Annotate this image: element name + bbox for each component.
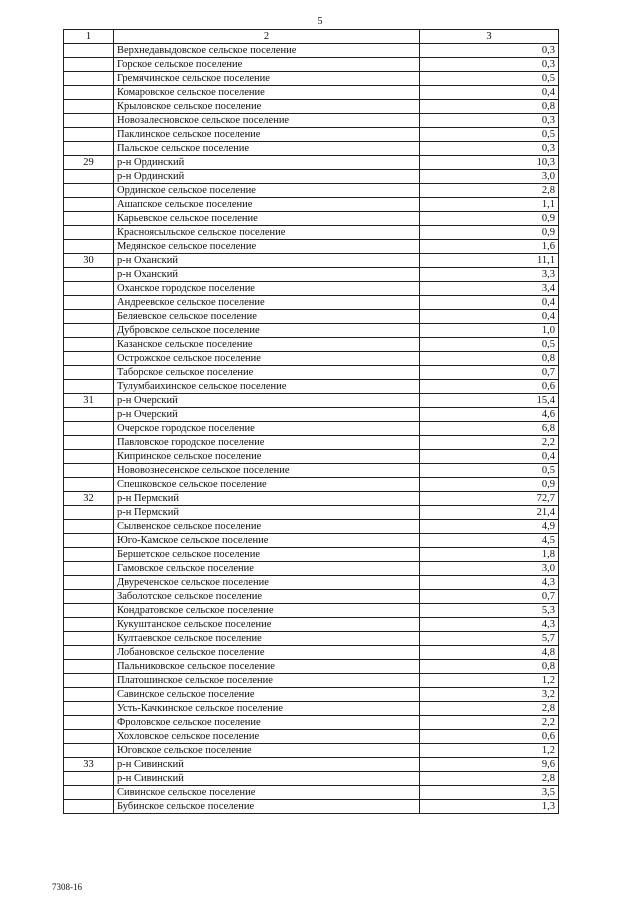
row-value: 0,4: [420, 450, 559, 464]
municipality-name: Усть-Качкинское сельское поселение: [114, 702, 420, 716]
municipality-name: Горское сельское поселение: [114, 58, 420, 72]
table-row: [64, 730, 559, 744]
column-header-number: 1: [64, 30, 114, 44]
table-row: [64, 464, 559, 478]
row-value: 2,2: [420, 436, 559, 450]
row-value: 9,6: [420, 758, 559, 772]
row-number: [64, 730, 114, 744]
table-row: [64, 576, 559, 590]
municipality-name: Павловское городское поселение: [114, 436, 420, 450]
table-row: [64, 310, 559, 324]
row-value: 5,7: [420, 632, 559, 646]
row-number: [64, 702, 114, 716]
municipality-name: Казанское сельское поселение: [114, 338, 420, 352]
table-row: [64, 156, 559, 170]
municipality-name: Тулумбаихинское сельское поселение: [114, 380, 420, 394]
row-value: 0,6: [420, 730, 559, 744]
municipality-name: Бершетское сельское поселение: [114, 548, 420, 562]
row-number: [64, 226, 114, 240]
row-number: [64, 646, 114, 660]
row-value: 4,6: [420, 408, 559, 422]
municipality-name: р-н Оханский: [114, 268, 420, 282]
municipality-name: Кукуштанское сельское поселение: [114, 618, 420, 632]
municipality-name: Ашапское сельское поселение: [114, 198, 420, 212]
table-row: [64, 520, 559, 534]
row-value: 0,9: [420, 478, 559, 492]
row-value: 3,4: [420, 282, 559, 296]
page-number: 5: [317, 16, 323, 27]
row-number: [64, 44, 114, 58]
table-row: [64, 142, 559, 156]
row-number: [64, 310, 114, 324]
table-row: [64, 170, 559, 184]
row-number: [64, 520, 114, 534]
table-row: [64, 548, 559, 562]
municipality-name: Паклинское сельское поселение: [114, 128, 420, 142]
row-number: [64, 128, 114, 142]
table-row: [64, 366, 559, 380]
municipality-name: р-н Очерский: [114, 408, 420, 422]
municipality-name: Нововознесенское сельское поселение: [114, 464, 420, 478]
row-number: [64, 604, 114, 618]
table-row: [64, 72, 559, 86]
municipality-name: р-н Очерский: [114, 394, 420, 408]
table-row: [64, 282, 559, 296]
column-header-name: 2: [114, 30, 420, 44]
table-row: [64, 772, 559, 786]
table-row: [64, 58, 559, 72]
row-number: [64, 212, 114, 226]
row-value: 0,4: [420, 310, 559, 324]
row-value: 0,6: [420, 380, 559, 394]
municipality-name: Фроловское сельское поселение: [114, 716, 420, 730]
row-number: 33: [64, 758, 114, 772]
row-number: [64, 142, 114, 156]
table-row: [64, 296, 559, 310]
row-value: 2,8: [420, 772, 559, 786]
municipality-name: Ординское сельское поселение: [114, 184, 420, 198]
row-value: 4,5: [420, 534, 559, 548]
municipality-name: Спешковское сельское поселение: [114, 478, 420, 492]
row-number: [64, 296, 114, 310]
row-value: 0,7: [420, 366, 559, 380]
row-value: 4,9: [420, 520, 559, 534]
row-number: 32: [64, 492, 114, 506]
table-row: [64, 254, 559, 268]
table-row: [64, 422, 559, 436]
table-row: [64, 324, 559, 338]
table-row: [64, 492, 559, 506]
municipality-name: Острожское сельское поселение: [114, 352, 420, 366]
row-number: [64, 674, 114, 688]
row-value: 15,4: [420, 394, 559, 408]
row-number: [64, 786, 114, 800]
row-number: [64, 688, 114, 702]
municipality-name: Култаевское сельское поселение: [114, 632, 420, 646]
municipality-name: Юго-Камское сельское поселение: [114, 534, 420, 548]
row-value: 0,4: [420, 296, 559, 310]
row-number: [64, 506, 114, 520]
row-number: [64, 408, 114, 422]
table-row: [64, 184, 559, 198]
row-number: [64, 772, 114, 786]
row-number: [64, 660, 114, 674]
table-header-row: [64, 30, 559, 44]
row-number: [64, 590, 114, 604]
row-number: [64, 352, 114, 366]
row-value: 0,3: [420, 44, 559, 58]
table-row: [64, 478, 559, 492]
data-table: [63, 29, 559, 814]
table-row: [64, 212, 559, 226]
table-row: [64, 394, 559, 408]
row-value: 0,5: [420, 464, 559, 478]
row-value: 0,9: [420, 212, 559, 226]
municipality-name: р-н Сивинский: [114, 758, 420, 772]
row-number: [64, 198, 114, 212]
table-row: [64, 338, 559, 352]
document-code: 7308-16: [52, 882, 82, 892]
municipality-name: Таборское сельское поселение: [114, 366, 420, 380]
table-row: [64, 632, 559, 646]
municipality-name: Дубровское сельское поселение: [114, 324, 420, 338]
municipality-name: Верхнедавыдовское сельское поселение: [114, 44, 420, 58]
row-value: 3,5: [420, 786, 559, 800]
row-number: [64, 100, 114, 114]
row-number: [64, 422, 114, 436]
table-row: [64, 506, 559, 520]
row-value: 0,8: [420, 352, 559, 366]
table-row: [64, 226, 559, 240]
row-value: 3,0: [420, 562, 559, 576]
municipality-name: Пальниковское сельское поселение: [114, 660, 420, 674]
table-body: [64, 44, 559, 814]
row-number: [64, 184, 114, 198]
row-number: [64, 86, 114, 100]
row-value: 1,3: [420, 800, 559, 814]
row-value: 4,3: [420, 576, 559, 590]
table-row: [64, 352, 559, 366]
row-value: 1,2: [420, 744, 559, 758]
table-row: [64, 408, 559, 422]
table-row: [64, 198, 559, 212]
table-row: [64, 702, 559, 716]
municipality-name: р-н Пермский: [114, 506, 420, 520]
table-row: [64, 744, 559, 758]
row-number: [64, 240, 114, 254]
municipality-name: Беляевское сельское поселение: [114, 310, 420, 324]
row-value: 3,3: [420, 268, 559, 282]
municipality-name: Медянское сельское поселение: [114, 240, 420, 254]
row-value: 3,0: [420, 170, 559, 184]
row-number: [64, 562, 114, 576]
municipality-name: р-н Пермский: [114, 492, 420, 506]
table-row: [64, 716, 559, 730]
row-number: [64, 464, 114, 478]
row-number: [64, 548, 114, 562]
municipality-name: Сылвенское сельское поселение: [114, 520, 420, 534]
municipality-name: Гамовское сельское поселение: [114, 562, 420, 576]
row-number: 31: [64, 394, 114, 408]
municipality-name: р-н Сивинский: [114, 772, 420, 786]
row-number: [64, 380, 114, 394]
row-number: [64, 72, 114, 86]
municipality-name: Бубинское сельское поселение: [114, 800, 420, 814]
municipality-name: Крыловское сельское поселение: [114, 100, 420, 114]
row-number: [64, 58, 114, 72]
row-value: 2,8: [420, 702, 559, 716]
row-number: [64, 716, 114, 730]
row-value: 2,8: [420, 184, 559, 198]
row-value: 0,3: [420, 142, 559, 156]
row-value: 4,8: [420, 646, 559, 660]
row-value: 1,2: [420, 674, 559, 688]
table-row: [64, 590, 559, 604]
municipality-name: Андреевское сельское поселение: [114, 296, 420, 310]
municipality-name: Сивинское сельское поселение: [114, 786, 420, 800]
row-value: 0,7: [420, 590, 559, 604]
row-value: 2,2: [420, 716, 559, 730]
municipality-name: Савинское сельское поселение: [114, 688, 420, 702]
table-row: [64, 660, 559, 674]
row-value: 11,1: [420, 254, 559, 268]
row-value: 0,5: [420, 72, 559, 86]
municipality-name: Комаровское сельское поселение: [114, 86, 420, 100]
row-value: 21,4: [420, 506, 559, 520]
row-value: 0,3: [420, 58, 559, 72]
row-number: 29: [64, 156, 114, 170]
row-number: 30: [64, 254, 114, 268]
table-row: [64, 100, 559, 114]
municipality-name: Карьевское сельское поселение: [114, 212, 420, 226]
municipality-name: Оханское городское поселение: [114, 282, 420, 296]
municipality-name: р-н Ординский: [114, 170, 420, 184]
row-value: 4,3: [420, 618, 559, 632]
table-row: [64, 562, 559, 576]
table-row: [64, 688, 559, 702]
row-number: [64, 282, 114, 296]
row-number: [64, 534, 114, 548]
row-value: 3,2: [420, 688, 559, 702]
row-value: 0,4: [420, 86, 559, 100]
municipality-name: Кипринское сельское поселение: [114, 450, 420, 464]
municipality-name: Хохловское сельское поселение: [114, 730, 420, 744]
row-value: 1,8: [420, 548, 559, 562]
row-value: 0,9: [420, 226, 559, 240]
row-number: [64, 800, 114, 814]
table-row: [64, 240, 559, 254]
table-row: [64, 786, 559, 800]
municipality-name: Гремячинское сельское поселение: [114, 72, 420, 86]
table-row: [64, 646, 559, 660]
row-value: 6,8: [420, 422, 559, 436]
table-row: [64, 604, 559, 618]
table-row: [64, 800, 559, 814]
row-number: [64, 632, 114, 646]
municipality-name: Юговское сельское поселение: [114, 744, 420, 758]
municipality-name: Заболотское сельское поселение: [114, 590, 420, 604]
municipality-name: Красноясыльское сельское поселение: [114, 226, 420, 240]
table-row: [64, 618, 559, 632]
row-value: 10,3: [420, 156, 559, 170]
municipality-name: Очерское городское поселение: [114, 422, 420, 436]
row-value: 72,7: [420, 492, 559, 506]
column-header-value: 3: [420, 30, 559, 44]
table-row: [64, 436, 559, 450]
row-value: 5,3: [420, 604, 559, 618]
row-number: [64, 618, 114, 632]
row-number: [64, 366, 114, 380]
table-row: [64, 758, 559, 772]
table-row: [64, 128, 559, 142]
table-row: [64, 268, 559, 282]
table-row: [64, 380, 559, 394]
table-row: [64, 44, 559, 58]
row-number: [64, 170, 114, 184]
municipality-name: Пальское сельское поселение: [114, 142, 420, 156]
row-number: [64, 744, 114, 758]
row-value: 0,5: [420, 128, 559, 142]
table-row: [64, 534, 559, 548]
row-value: 0,5: [420, 338, 559, 352]
municipality-name: Лобановское сельское поселение: [114, 646, 420, 660]
row-value: 0,8: [420, 100, 559, 114]
row-number: [64, 114, 114, 128]
row-value: 1,1: [420, 198, 559, 212]
row-number: [64, 436, 114, 450]
row-number: [64, 478, 114, 492]
row-number: [64, 268, 114, 282]
municipality-name: Кондратовское сельское поселение: [114, 604, 420, 618]
row-value: 1,0: [420, 324, 559, 338]
table-row: [64, 674, 559, 688]
municipality-name: Новозалесновское сельское поселение: [114, 114, 420, 128]
row-number: [64, 338, 114, 352]
municipality-name: р-н Оханский: [114, 254, 420, 268]
row-value: 0,3: [420, 114, 559, 128]
table-row: [64, 450, 559, 464]
row-value: 0,8: [420, 660, 559, 674]
table-row: [64, 114, 559, 128]
municipality-name: Двуреченское сельское поселение: [114, 576, 420, 590]
row-value: 1,6: [420, 240, 559, 254]
row-number: [64, 324, 114, 338]
row-number: [64, 576, 114, 590]
table-row: [64, 86, 559, 100]
row-number: [64, 450, 114, 464]
municipality-name: Платошинское сельское поселение: [114, 674, 420, 688]
municipality-name: р-н Ординский: [114, 156, 420, 170]
